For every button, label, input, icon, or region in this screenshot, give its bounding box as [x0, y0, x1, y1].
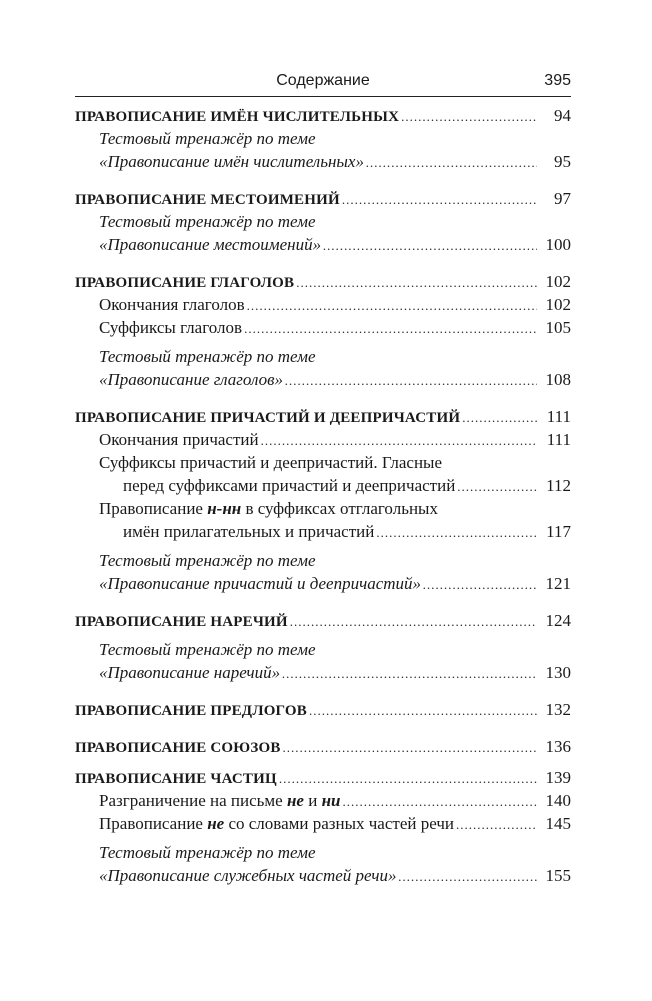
toc-entry-line: Суффиксы причастий и деепричастий. Гласные — [99, 453, 443, 472]
table-of-contents — [75, 96, 571, 887]
page-number: 94 — [554, 106, 571, 125]
toc-entry[interactable]: Разграничение на письме не и ни ..... 140 — [75, 789, 571, 812]
page-number: 97 — [554, 189, 571, 208]
page-number: 139 — [545, 768, 571, 787]
toc-entry[interactable]: «Правописание причастий и деепричастий» ..... 121 — [75, 572, 571, 595]
page-number: 132 — [545, 700, 571, 719]
toc-entry-line: Правописание н-нн в суффиксах отглагольных — [99, 499, 438, 518]
page-number: 95 — [554, 152, 571, 171]
page-number: 117 — [546, 522, 571, 541]
toc-entry-line: Тестовый тренажёр по теме — [99, 347, 316, 366]
page-number: 121 — [545, 574, 571, 593]
emphasis-text: н-нн — [207, 499, 242, 518]
page-number: 145 — [545, 814, 571, 833]
toc-entry[interactable]: перед суффиксами причастий и деепричастий ..... 112 — [75, 474, 571, 497]
toc-entry[interactable]: Окончания причастий ..... 111 — [75, 428, 571, 451]
running-header — [75, 72, 571, 97]
page-number: 124 — [545, 611, 571, 630]
toc-entry[interactable]: Правописание не со словами разных частей речи ..... 145 — [75, 812, 571, 835]
header-page-number: 395 — [544, 72, 571, 89]
page-number: 105 — [545, 318, 571, 337]
toc-heading[interactable]: ПРАВОПИСАНИЕ МЕСТОИМЕНИЙ ..... 97 — [75, 187, 571, 210]
page-number: 111 — [546, 430, 571, 449]
toc-heading[interactable]: ПРАВОПИСАНИЕ НАРЕЧИЙ ..... 124 — [75, 609, 571, 632]
toc-heading[interactable]: ПРАВОПИСАНИЕ ПРИЧАСТИЙ И ДЕЕПРИЧАСТИЙ ..... 111 — [75, 405, 571, 428]
toc-entry[interactable]: «Правописание наречий» ..... 130 — [75, 661, 571, 684]
page-number: 140 — [545, 791, 571, 810]
toc-entry-line: Тестовый тренажёр по теме — [99, 640, 316, 659]
toc-entry[interactable]: имён прилагательных и причастий ..... 117 — [75, 520, 571, 543]
toc-entry-line: Тестовый тренажёр по теме — [99, 843, 316, 862]
page-number: 102 — [545, 272, 571, 291]
toc-entry[interactable]: «Правописание имён числительных» ..... 95 — [75, 150, 571, 173]
toc-entry-line: Тестовый тренажёр по теме — [99, 212, 316, 231]
page-number: 112 — [546, 476, 571, 495]
emphasis-text: ни — [321, 791, 341, 810]
page-number: 155 — [545, 866, 571, 885]
page-number: 100 — [545, 235, 571, 254]
toc-heading[interactable]: ПРАВОПИСАНИЕ ГЛАГОЛОВ ..... 102 — [75, 270, 571, 293]
toc-entry[interactable]: Окончания глаголов ..... 102 — [75, 293, 571, 316]
emphasis-text: не — [286, 791, 304, 810]
toc-entry[interactable]: «Правописание местоимений» ..... 100 — [75, 233, 571, 256]
toc-entry[interactable]: Суффиксы глаголов ..... 105 — [75, 316, 571, 339]
page-number: 108 — [545, 370, 571, 389]
toc-heading[interactable]: ПРАВОПИСАНИЕ ПРЕДЛОГОВ ..... 132 — [75, 698, 571, 721]
toc-entry[interactable]: «Правописание глаголов» ..... 108 — [75, 368, 571, 391]
toc-entry[interactable]: «Правописание служебных частей речи» ..... 155 — [75, 864, 571, 887]
toc-heading[interactable]: ПРАВОПИСАНИЕ СОЮЗОВ ..... 136 — [75, 735, 571, 758]
toc-entry-line: Тестовый тренажёр по теме — [99, 129, 316, 148]
emphasis-text: не — [207, 814, 225, 833]
page-number: 111 — [546, 407, 571, 426]
toc-heading[interactable]: ПРАВОПИСАНИЕ ИМЁН ЧИСЛИТЕЛЬНЫХ ..... 94 — [75, 104, 571, 127]
toc-entry-line: Тестовый тренажёр по теме — [99, 551, 316, 570]
page-number: 136 — [545, 737, 571, 756]
header-title: Содержание — [276, 72, 370, 89]
page-number: 130 — [545, 663, 571, 682]
toc-heading[interactable]: ПРАВОПИСАНИЕ ЧАСТИЦ ..... 139 — [75, 766, 571, 789]
page-number: 102 — [545, 295, 571, 314]
